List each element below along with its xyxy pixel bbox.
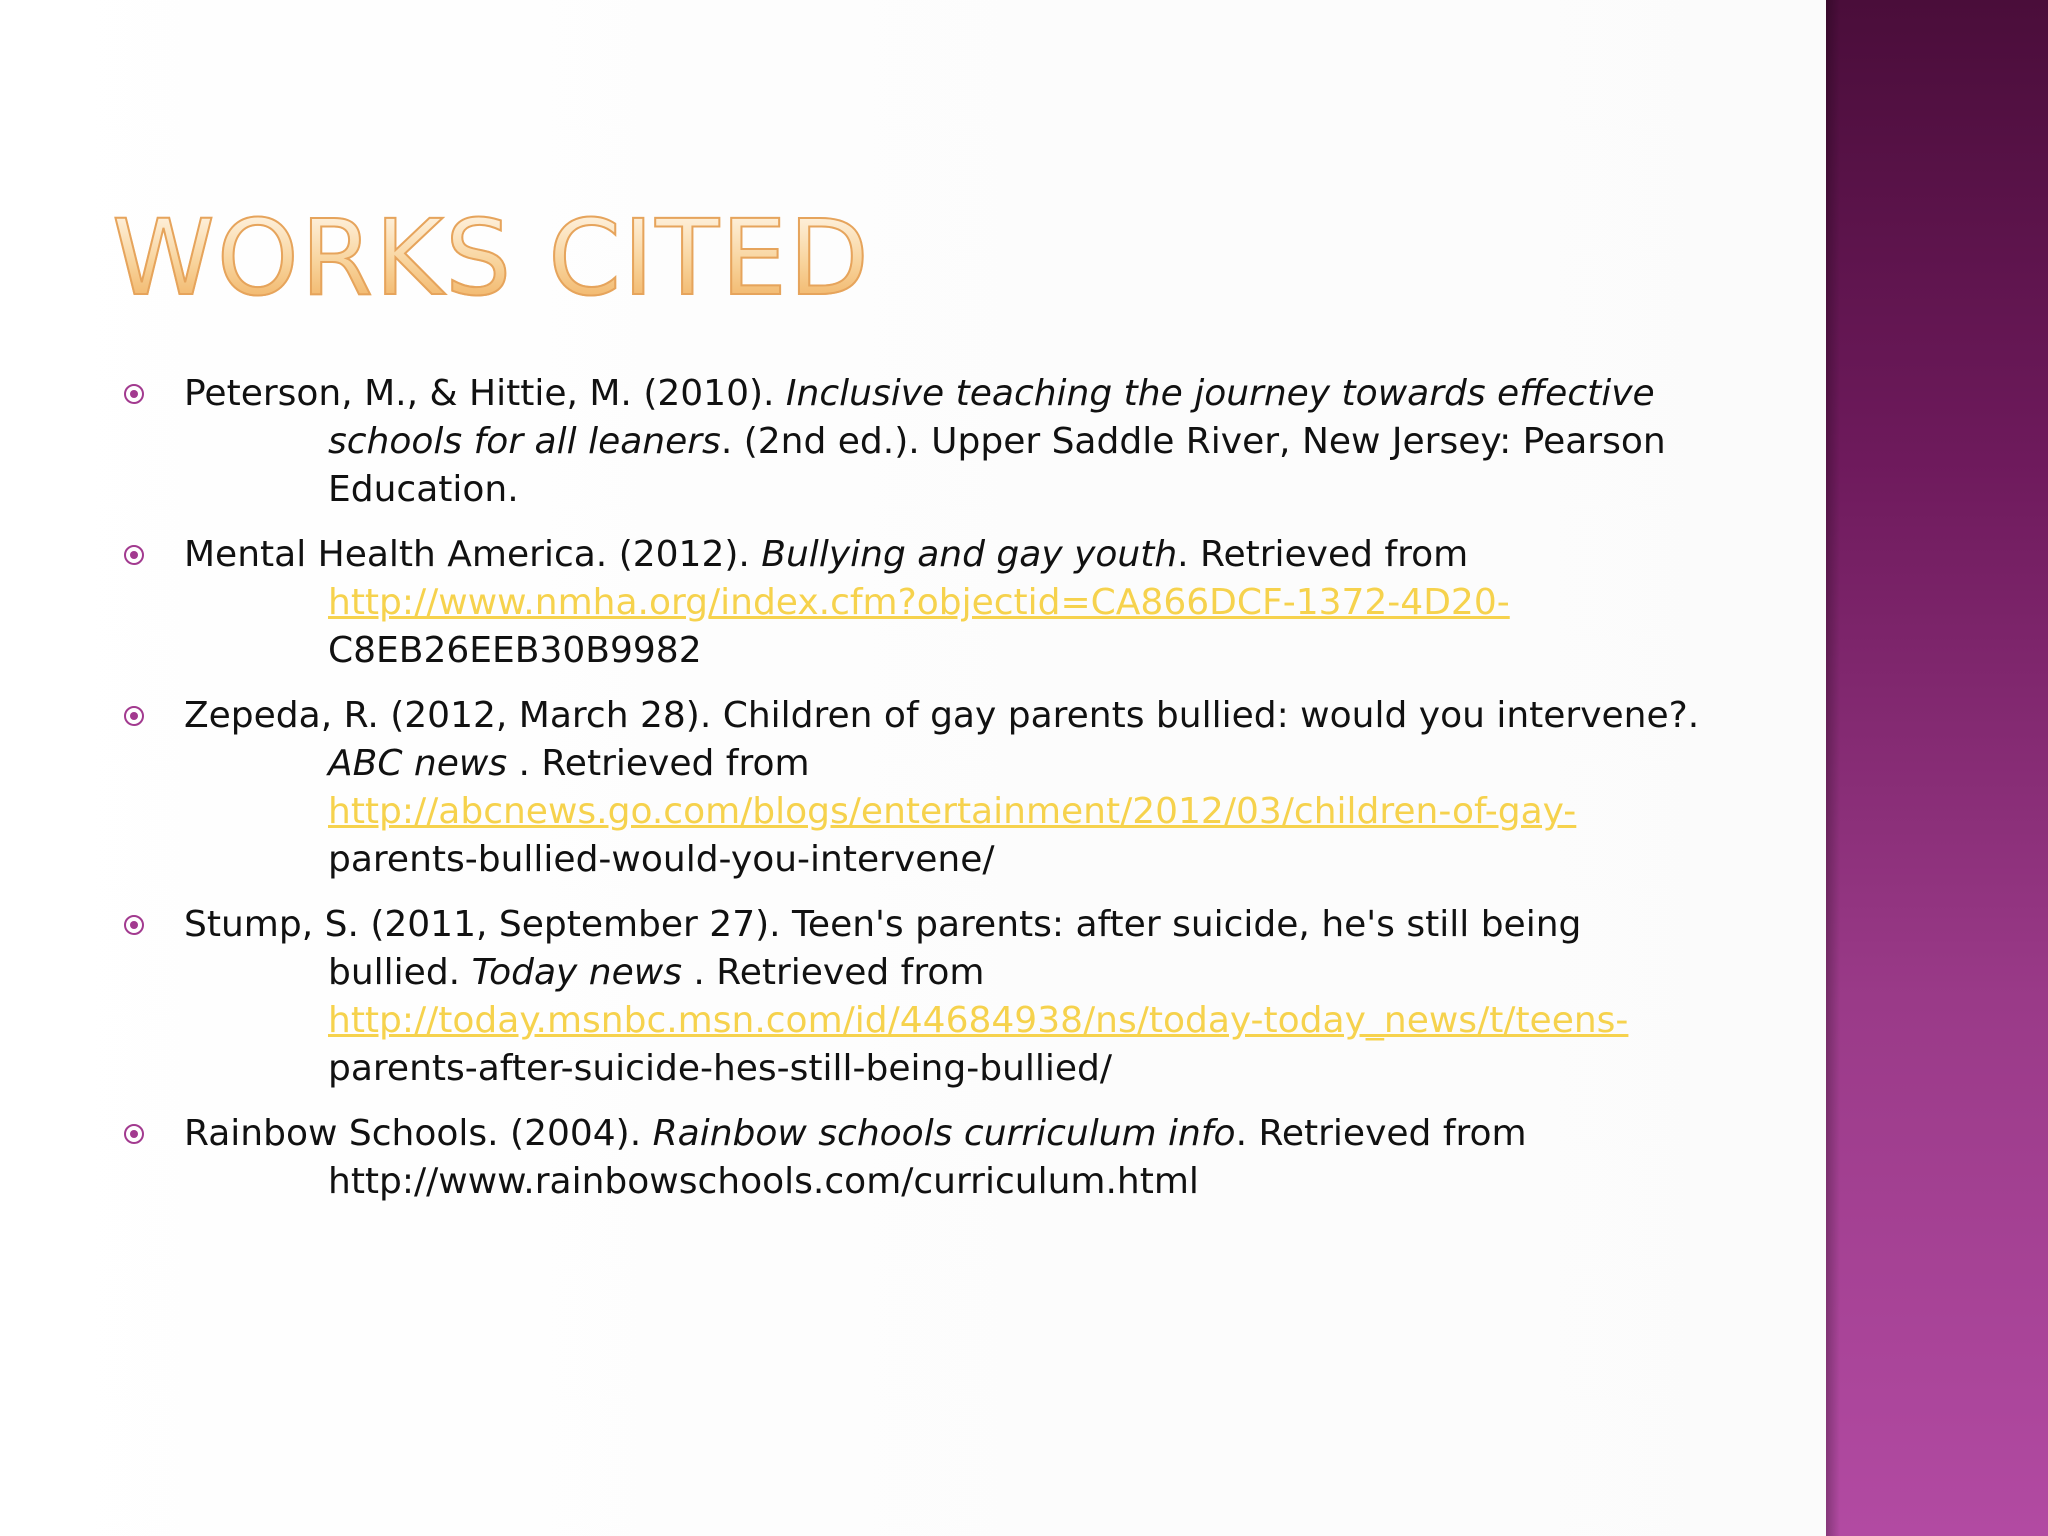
reference-link[interactable]: http://today.msnbc.msn.com/id/44684938/ns/today-today_news/t/teens- bbox=[328, 1000, 1629, 1041]
reference-line bbox=[0, 692, 1790, 740]
reference-title-italic: ABC news bbox=[328, 743, 508, 784]
reference-line bbox=[0, 627, 1790, 675]
reference-text: Zepeda, R. (2012, March 28). Children of gay parents bullied: would you intervene?. bbox=[184, 695, 1700, 736]
circled-dot-icon bbox=[124, 1124, 144, 1144]
reference-item bbox=[0, 531, 1790, 675]
reference-text: Peterson, M., & Hittie, M. (2010). bbox=[184, 373, 786, 414]
reference-line bbox=[0, 466, 1790, 514]
reference-item bbox=[0, 901, 1790, 1093]
decorative-side-band bbox=[1826, 0, 2048, 1536]
reference-text: C8EB26EEB30B9982 bbox=[328, 630, 702, 671]
reference-list bbox=[0, 370, 1790, 1223]
slide-title: WORKS CITED bbox=[112, 197, 871, 319]
reference-text: . Retrieved from bbox=[681, 952, 985, 993]
reference-item bbox=[0, 692, 1790, 884]
reference-text: Education. bbox=[328, 469, 519, 510]
reference-text: http://www.rainbowschools.com/curriculum.html bbox=[328, 1161, 1199, 1202]
reference-item bbox=[0, 370, 1790, 514]
circled-dot-icon bbox=[124, 545, 144, 565]
reference-text: Mental Health America. (2012). bbox=[184, 534, 762, 575]
reference-line bbox=[0, 740, 1790, 788]
reference-text: . Retrieved from bbox=[507, 743, 810, 784]
reference-line bbox=[0, 997, 1790, 1045]
reference-line bbox=[0, 531, 1790, 579]
reference-link[interactable]: http://www.nmha.org/index.cfm?objectid=CA866DCF-1372-4D20- bbox=[328, 582, 1510, 623]
reference-title-italic: Today news bbox=[471, 952, 682, 993]
circled-dot-icon bbox=[124, 706, 144, 726]
reference-link[interactable]: http://abcnews.go.com/blogs/entertainment/2012/03/children-of-gay- bbox=[328, 791, 1577, 832]
reference-line bbox=[0, 1158, 1790, 1206]
reference-text: Stump, S. (2011, September 27). Teen's parents: after suicide, he's still being bbox=[184, 904, 1582, 945]
reference-text: Rainbow Schools. (2004). bbox=[184, 1113, 653, 1154]
reference-text: bullied. bbox=[328, 952, 472, 993]
reference-text: . (2nd ed.). Upper Saddle River, New Jersey: Pearson bbox=[720, 421, 1666, 462]
reference-item bbox=[0, 1110, 1790, 1206]
reference-title-italic: Inclusive teaching the journey towards effective bbox=[785, 373, 1655, 414]
reference-line bbox=[0, 418, 1790, 466]
reference-text: . Retrieved from bbox=[1235, 1113, 1527, 1154]
reference-line bbox=[0, 579, 1790, 627]
reference-line bbox=[0, 1045, 1790, 1093]
reference-text: . Retrieved from bbox=[1177, 534, 1469, 575]
reference-title-italic: Rainbow schools curriculum info bbox=[652, 1113, 1236, 1154]
reference-title-italic: Bullying and gay youth bbox=[761, 534, 1178, 575]
reference-line bbox=[0, 788, 1790, 836]
reference-title-italic: schools for all leaners bbox=[328, 421, 721, 462]
reference-text: parents-after-suicide-hes-still-being-bullied/ bbox=[328, 1048, 1113, 1089]
reference-line bbox=[0, 1110, 1790, 1158]
reference-line bbox=[0, 949, 1790, 997]
circled-dot-icon bbox=[124, 915, 144, 935]
reference-text: parents-bullied-would-you-intervene/ bbox=[328, 839, 995, 880]
reference-line bbox=[0, 901, 1790, 949]
circled-dot-icon bbox=[124, 384, 144, 404]
reference-line bbox=[0, 836, 1790, 884]
reference-line bbox=[0, 370, 1790, 418]
